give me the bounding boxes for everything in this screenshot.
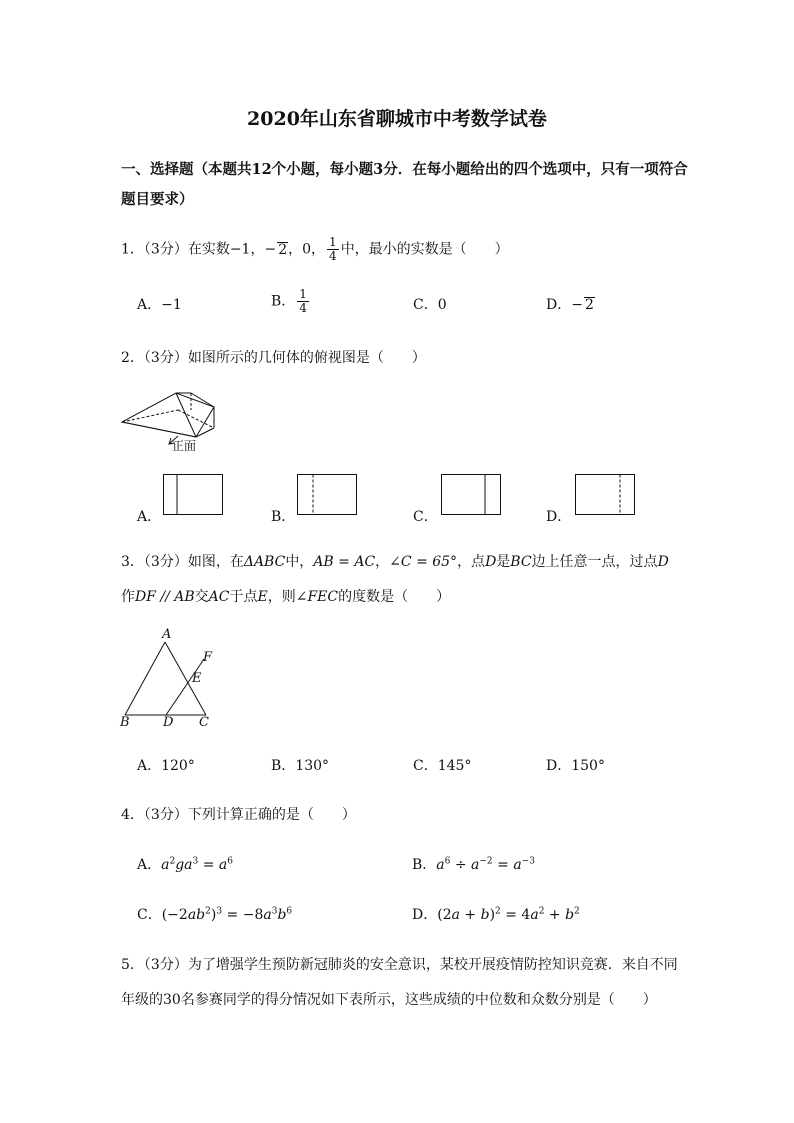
q2-option-c-label[interactable]: C． (413, 509, 438, 525)
question-5-line1: 5．（3分）为了增强学生预防新冠肺炎的安全意识，某校开展疫情防控知识竞赛．来自不同 (121, 957, 678, 973)
prism-solid-figure (118, 388, 218, 450)
q1-option-b[interactable]: B． $\frac{1}{4}$ (271, 287, 307, 315)
page-title: 2020年山东省聊城市中考数学试卷 (247, 108, 547, 130)
q4-option-c[interactable]: C．$(-2ab^2)^3 = -8a^3b^6$ (137, 906, 293, 923)
q1-option-a[interactable]: A．−1 (137, 297, 182, 313)
question-1: 1．（3分）在实数−1，− 2，0， $\frac{1}{4}$ 中，最小的实数是（ ） (121, 235, 509, 263)
label-e: E (192, 671, 202, 686)
question-4: 4．（3分）下列计算正确的是（ ） (121, 807, 356, 823)
q1-option-c[interactable]: C．0 (413, 297, 447, 313)
q3-option-c[interactable]: C．145° (413, 758, 472, 774)
q2-option-a-diagram (163, 474, 223, 516)
q2-option-c-diagram (441, 474, 501, 516)
question-3-line2: 作DF // AB交AC于点E，则∠FEC的度数是（ ） (121, 589, 451, 605)
q2-option-b-diagram (297, 474, 357, 516)
label-f: F (203, 650, 213, 665)
q1-option-d[interactable]: D．− 2 (546, 297, 594, 313)
q2-option-d-label[interactable]: D． (546, 509, 572, 525)
label-c: C (199, 715, 209, 730)
q2-option-b-label[interactable]: B． (271, 509, 296, 525)
fraction-one-quarter: $\frac{1}{4}$ (329, 235, 337, 263)
section-heading: 一、选择题（本题共12个小题，每小题3分．在每小题给出的四个选项中，只有一项符合 (121, 161, 688, 178)
q2-option-a-label[interactable]: A． (137, 509, 162, 525)
label-a: A (162, 627, 172, 642)
label-b: B (120, 715, 130, 730)
question-2: 2．（3分）如图所示的几何体的俯视图是（ ） (121, 350, 426, 366)
q4-option-d[interactable]: D．$(2a + b)^2 = 4a^2 + b^2$ (412, 906, 580, 923)
q2-option-d-diagram (575, 474, 635, 516)
q4-option-a[interactable]: A．$a^2ga^3 = a^6$ (137, 856, 233, 873)
q3-option-b[interactable]: B．130° (271, 758, 330, 774)
label-d: D (163, 715, 174, 730)
q3-option-a[interactable]: A．120° (137, 758, 195, 774)
question-5-line2: 年级的30名参赛同学的得分情况如下表所示，这些成绩的中位数和众数分别是（ ） (121, 992, 657, 1008)
section-heading-cont: 题目要求） (121, 191, 194, 208)
front-label: 正面 (172, 439, 197, 453)
q3-option-d[interactable]: D．150° (546, 758, 605, 774)
q4-option-b[interactable]: B．$a^6 \div a^{-2} = a^{-3}$ (412, 856, 535, 873)
question-3-line1: 3．（3分）如图，在ΔABC中，AB = AC，∠C = 65°，点D是BC边上任意一点，过点D (121, 554, 669, 570)
